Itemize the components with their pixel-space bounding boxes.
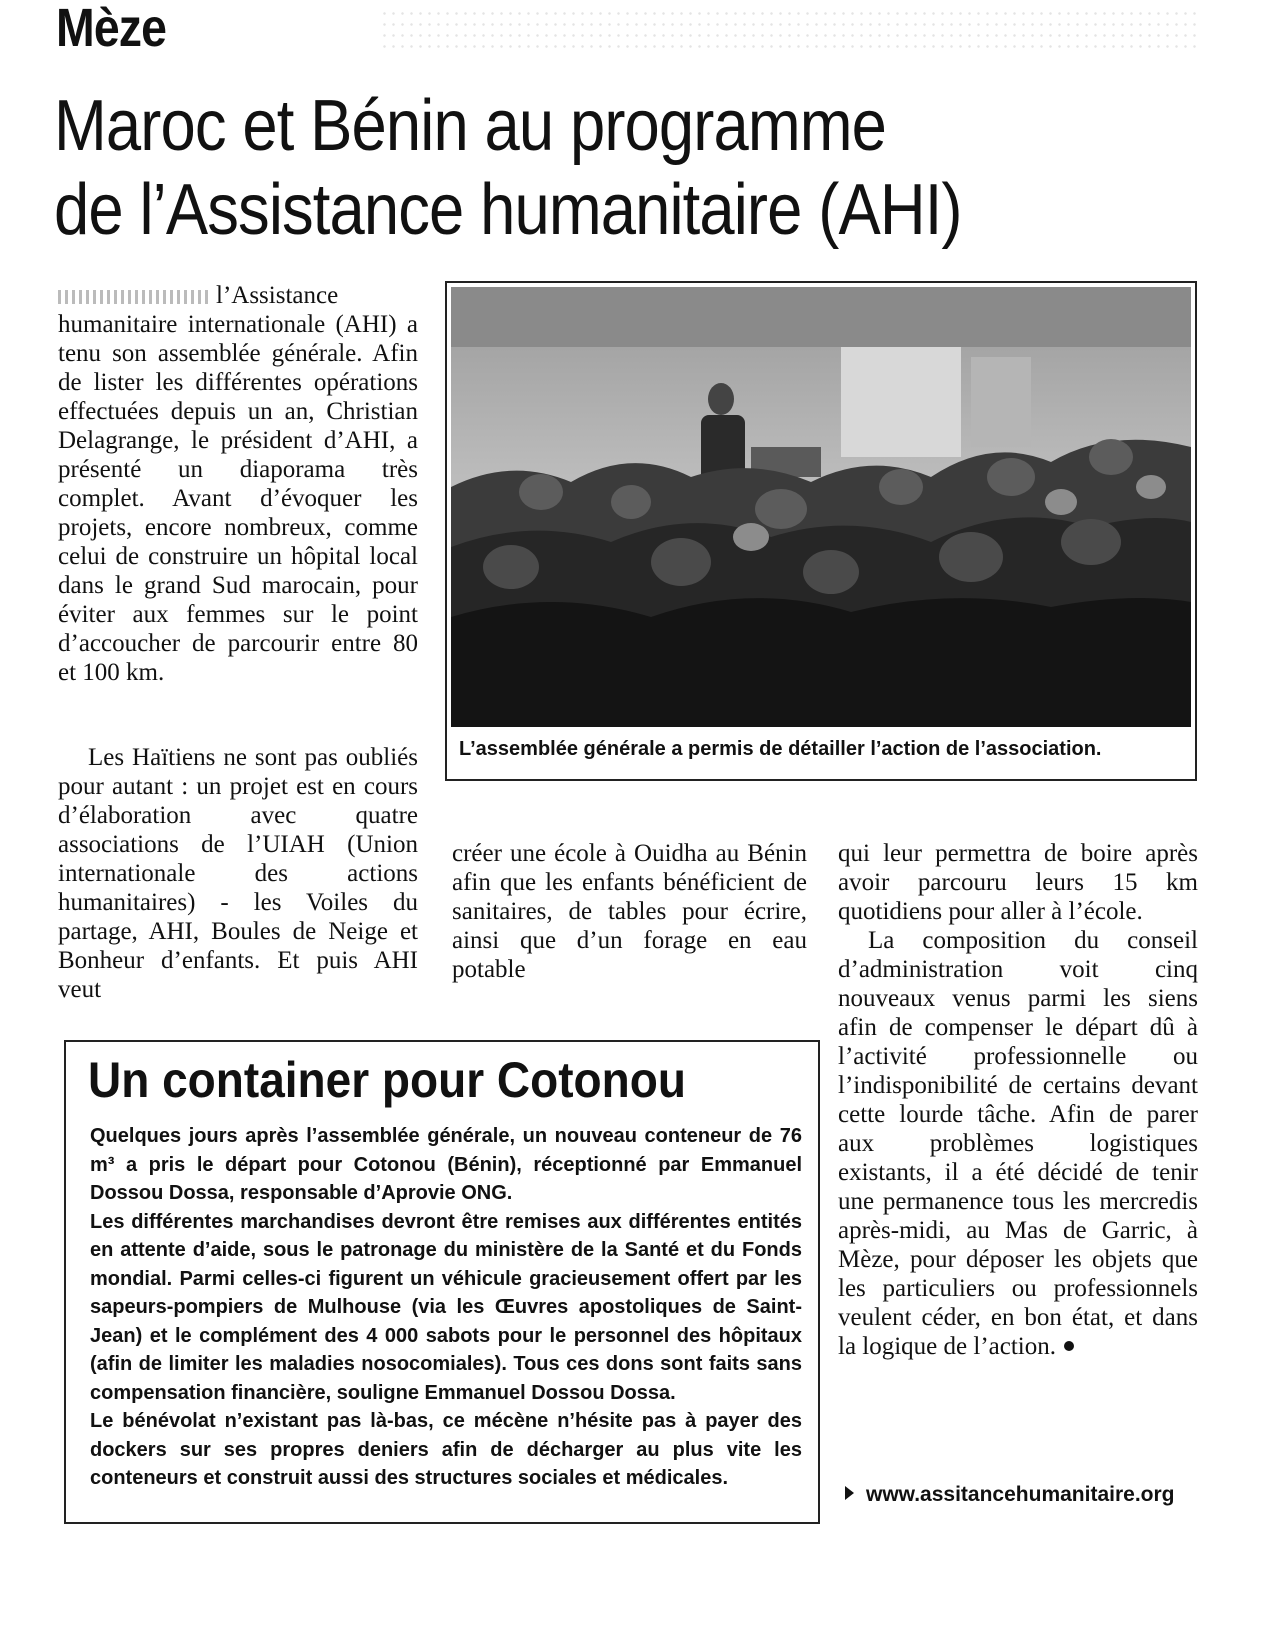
article-paragraph-4: qui leur permettra de boire après avoir parcouru leurs 15 km quotidiens pour aller à l’école. [838, 840, 1198, 925]
assembly-photo [451, 287, 1191, 727]
sidebar-body [90, 1122, 802, 1493]
sidebar-paragraph-3: Le bénévolat n’existant pas là-bas, ce mécène n’hésite pas à payer des dockers sur ses propres deniers afin de décharger au plus vite les conteneurs et construit aussi des structures sociales et médicales. [90, 1410, 802, 1489]
article-column-2 [452, 839, 807, 984]
web-reference [845, 1480, 1205, 1510]
sidebar-box [64, 1040, 820, 1524]
section-label: Mèze [56, 0, 167, 58]
arrow-right-icon [845, 1486, 854, 1500]
article-paragraph-3: créer une école à Ouidha au Bénin afin que les enfants bénéficient de sanitaires, de tables pour écrire, ainsi que d’un forage en eau potable [452, 840, 807, 983]
sidebar-paragraph-2: Les différentes marchandises devront être remises aux différentes entités en attente d’aide, sous le patronage du ministère de la Santé et du Fonds mondial. Parmi celles-ci figurent un véhicule gracieusement offert par les sapeurs-pompiers de Mulhouse (via les Œuvres apostoliques de Saint-Jean) et le complément des 4 000 sabots pour le personnel des hôpitaux (afin de limiter les maladies nosocomiales). Tous ces dons sont faits sans compensation financière, souligne Emmanuel Dossou Dossa. [90, 1210, 802, 1404]
sidebar-paragraph-1: Quelques jours après l’assemblée générale, un nouveau conteneur de 76 m³ a pris le départ pour Cotonou (Bénin), réceptionné par Emmanuel Dossou Dossa, responsable d’Aprovie ONG. [90, 1125, 802, 1204]
scan-noise [380, 8, 1200, 48]
headline-line-2: de l’Assistance humanitaire (AHI) [54, 170, 962, 250]
sidebar-title: Un container pour Cotonou [88, 1052, 686, 1108]
audience-photo-illustration [451, 287, 1191, 727]
lead-smudge [58, 290, 208, 304]
end-bullet-icon [1064, 1341, 1074, 1351]
article-paragraph-1: l’Assistance humanitaire internationale (AHI) a tenu son assemblée générale. Afin de lister les différentes opérations effectuées depuis un an, Christian Delagrange, le président d’AHI, a présenté un diaporama très complet. Avant d’évoquer les projets, encore nombreux, comme celui de construire un hôpital local dans le grand Sud marocain, pour éviter aux femmes sur le point d’accoucher de parcourir entre 80 et 100 km. [58, 282, 418, 686]
article-column-1 [58, 281, 418, 687]
web-url[interactable]: www.assitancehumanitaire.org [866, 1483, 1175, 1506]
article-paragraph-2: Les Haïtiens ne sont pas oubliés pour autant : un projet est en cours d’élaboration avec quatre associations de l’UIAH (Union internationale des actions humanitaires) - les Voiles du partage, AHI, Boules de Neige et Bonheur d’enfants. Et puis AHI veut [58, 744, 418, 1003]
article-paragraph-5: La composition du conseil d’administration voit cinq nouveaux venus parmi les siens afin de compenser le départ dû à l’activité professionnelle ou l’indisponibilité de certains devant cette lourde tâche. Afin de parer aux problèmes logistiques existants, il a été décidé de tenir une permanence tous les mercredis après-midi, au Mas de Garric, à Mèze, pour déposer les objets que les particuliers ou professionnels veulent céder, en bon état, et dans la logique de l’action. [838, 927, 1198, 1360]
article-column-1-continued [58, 743, 418, 1004]
photo-frame [445, 281, 1197, 781]
headline [54, 84, 962, 252]
article-column-3 [838, 839, 1198, 1361]
photo-caption: L’assemblée générale a permis de détailler l’action de l’association. [459, 738, 1102, 760]
headline-line-1: Maroc et Bénin au programme [54, 86, 887, 166]
